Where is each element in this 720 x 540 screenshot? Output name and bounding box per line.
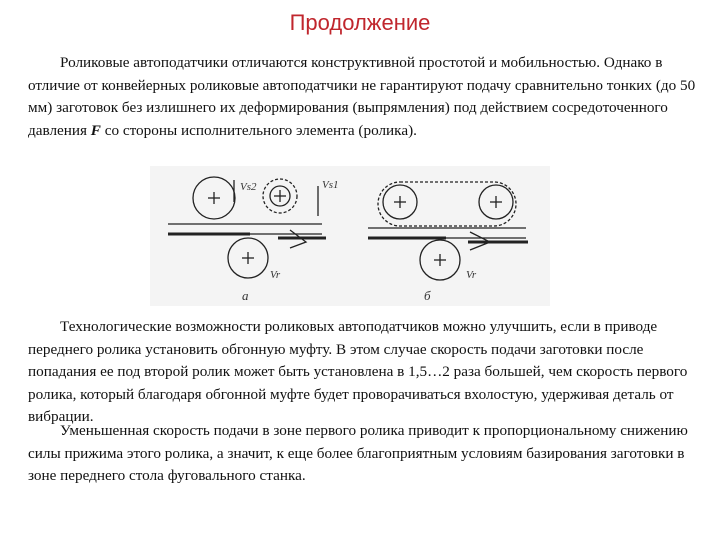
reduced-speed-text: Уменьшенная скорость подачи в зоне первого ролика приводит к пропорциональному снижению силы прижима этого ролика, а значит, к еще более благоприятным условиям базирования заготовки в зоне переднего стола фуговального станка. — [28, 422, 688, 485]
force-symbol: F — [90, 121, 101, 139]
label-vs1-a: Vs1 — [322, 179, 339, 191]
intro-text-end: со стороны исполнительного элемента (ролика). — [100, 121, 417, 139]
paragraph-intro — [28, 52, 700, 142]
label-vs2: Vs2 — [240, 181, 257, 193]
label-b: б — [424, 288, 431, 303]
label-vr-b: Vr — [466, 269, 477, 281]
paragraph-reduced-speed — [28, 420, 700, 488]
paragraph-capabilities — [28, 316, 700, 429]
capabilities-text: Технологические возможности роликовых автоподатчиков можно улучшить, если в приводе переднего ролика установить обгонную муфту. В этом случае скорость подачи заготовки после попадания ее под второй ролик может быть установлена в 1,5…2 раза большей, чем скорость первого ролика, который благодаря обгонной муфте будет проворачиваться вхолостую, удерживая деталь от вибрации. — [28, 318, 688, 426]
label-vr-a: Vr — [270, 269, 281, 281]
roller-feeder-figure — [150, 166, 550, 306]
slide-title: Продолжение — [289, 10, 431, 35]
roller-feeder-diagram — [150, 166, 550, 306]
label-a: а — [242, 288, 249, 303]
intro-text: Роликовые автоподатчики отличаются конструктивной простотой и мобильностью. Однако в отличие от конвейерных роликовые автоподатчики не гарантируют подачу сравнительно тонких (до 50 мм) заготовок без излишнего их деформирования (выпрямления) под действием сосредоточенного давления — [28, 54, 696, 139]
